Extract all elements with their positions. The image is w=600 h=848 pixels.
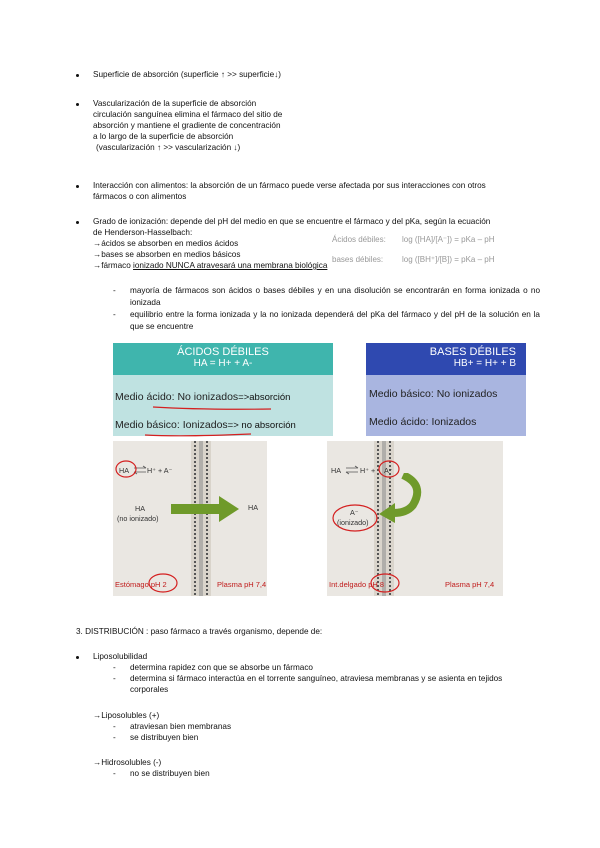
bullet: [76, 74, 79, 77]
plasma-label: Plasma pH 7,4: [217, 580, 267, 589]
vascular-line: (vascularización ↑ >> vascularización ↓): [96, 143, 241, 152]
annotation-circle: [114, 459, 138, 479]
ha-left-sub: (no ionizado): [117, 514, 159, 523]
formula-base: log ([BH⁺]/[B]) = pKa – pH: [402, 255, 495, 264]
annotation-circle: [369, 572, 401, 594]
ha-right: HA: [248, 503, 258, 512]
hidrosolubles: →Hidrosolubles (-): [93, 758, 162, 767]
lipo-item: determina si fármaco interactúa en el torrente sanguíneo, atraviesa membranas y se asienta en tejidos: [130, 674, 503, 683]
ionization-line: Grado de ionización: depende del pH del medio en que se encuentre el fármaco y del pKa, según la ecuación: [93, 217, 491, 226]
bullet: [76, 103, 79, 106]
acid-row-1-prefix: Medio: [115, 391, 147, 403]
acid-annotations: [113, 343, 353, 443]
ha-circled: HA: [119, 466, 129, 475]
formula-acid: log ([HA]/[A⁻]) = pKa – pH: [402, 235, 495, 244]
vascular-line: a lo largo de la superficie de absorción: [93, 132, 234, 141]
annotation-circle: [147, 572, 179, 594]
equilibrium-arrows-icon: [345, 465, 359, 475]
curved-arrow-icon: [373, 473, 423, 523]
a-ion-sub: (ionizado): [337, 518, 369, 527]
acid-row-2-tail: => no absorción: [227, 420, 296, 431]
ionization-line: de Henderson-Hasselbach:: [93, 228, 193, 237]
stomach-diagram: [113, 441, 267, 596]
annotation-circle: [330, 503, 380, 533]
base-box: [366, 343, 526, 436]
liposolubility: Liposolubilidad: [93, 652, 148, 661]
intestine-label-prefix: Int.delgado: [329, 580, 369, 589]
dash: -: [113, 663, 116, 672]
stomach-ph: pH 2: [150, 580, 167, 589]
formula-acid-label: Ácidos débiles:: [332, 235, 386, 244]
surface-item: Superficie de absorción (superficie ↑ >> superficie↓): [93, 70, 281, 79]
acids-line: →ácidos se absorben en medios ácidos: [93, 239, 239, 248]
base-row-1: Medio básico: No ionizados: [369, 388, 498, 400]
formula-base-label: bases débiles:: [332, 255, 384, 264]
arrow-right-icon: [171, 495, 241, 523]
acid-box: [113, 343, 333, 436]
dash: -: [113, 674, 116, 683]
acid-row-1-word: ácido: [146, 391, 172, 403]
bases-line: →bases se absorben en medios básicos: [93, 250, 241, 259]
vascular-line: absorción y mantiene el gradiente de concentración: [93, 121, 281, 130]
base-title: BASES DÉBILES: [429, 346, 516, 358]
acid-row-2-word: básico: [146, 419, 177, 431]
acid-equation: HA = H+ + A-: [193, 358, 253, 369]
dash: -: [113, 310, 116, 319]
equilibrium-h: H⁺ +: [360, 466, 376, 475]
dash: -: [113, 769, 116, 778]
dash: -: [113, 722, 116, 731]
base-equation: HB+ = H+ + B: [453, 358, 516, 369]
intestine-ph: pH 8: [368, 580, 385, 589]
liposolubles-item: atraviesan bien membranas: [130, 722, 232, 731]
acid-row-1-mid: : No ionizados: [171, 391, 239, 403]
bullet: [76, 185, 79, 188]
sub-item: equilibrio entre la forma ionizada y la no ionizada dependerá del pKa del fármaco y del pH de la solución en la que se encuentre: [130, 310, 540, 331]
acid-title: ÁCIDOS DÉBILES: [177, 346, 269, 358]
vascular-line: Vascularización de la superficie de absorción: [93, 99, 257, 108]
distribution-heading: 3. DISTRIBUCIÓN : paso fármaco a través organismo, depende de:: [76, 627, 323, 636]
intestine-diagram: [327, 441, 503, 596]
liposolubles-item: se distribuyen bien: [130, 733, 199, 742]
ionized-underlined: ionizado NUNCA atravesará una membrana biológica: [133, 261, 328, 270]
vascular-line: circulación sanguínea elimina el fármaco del sitio de: [93, 110, 283, 119]
food-line: fármacos o con alimentos: [93, 192, 187, 201]
a-ion: A⁻: [350, 508, 359, 517]
food-line: Interacción con alimentos: la absorción de un fármaco puede verse afectada por sus interacciones con otros: [93, 181, 486, 190]
acid-row-2-prefix: Medio: [115, 419, 147, 431]
sub-item: mayoría de fármacos son ácidos o bases débiles y en una disolución se encontrarán en forma ionizada o no ionizada: [130, 286, 540, 307]
ionized-line: [93, 260, 327, 272]
acid-row-2-mid: : Ionizados: [176, 419, 228, 431]
bullet: [76, 656, 79, 659]
dash: -: [113, 286, 116, 295]
plasma-label: Plasma pH 7,4: [445, 580, 495, 589]
base-row-2: Medio ácido: Ionizados: [369, 416, 477, 428]
ionized-prefix: →fármaco: [93, 261, 134, 270]
ha-left: HA: [135, 504, 145, 513]
lipo-item-cont: corporales: [130, 685, 169, 694]
equilibrium-ions: H⁺ + A⁻: [147, 466, 173, 475]
liposolubles: →Liposolubles (+): [93, 711, 160, 720]
bullet: [76, 221, 79, 224]
ha-label: HA: [331, 466, 341, 475]
stomach-label-prefix: Estómago: [115, 580, 151, 589]
base-box-header: [366, 343, 526, 375]
acid-row-1-tail: =>absorción: [238, 392, 291, 403]
hidrosolubles-item: no se distribuyen bien: [130, 769, 210, 778]
lipo-item: determina rapidez con que se absorbe un fármaco: [130, 663, 313, 672]
equilibrium-a: A⁻: [384, 466, 393, 475]
dash: -: [113, 733, 116, 742]
